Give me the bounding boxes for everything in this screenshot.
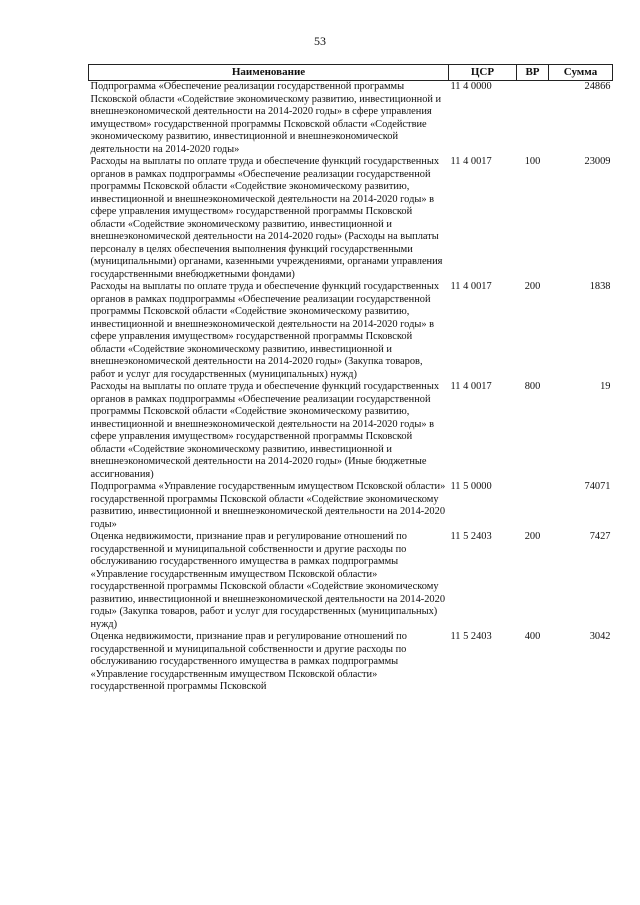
row-csr: 11 5 2403 [450,531,492,542]
budget-table [88,64,613,694]
row-csr: 11 4 0000 [450,81,492,92]
row-sum: 7427 [589,531,611,542]
header-csr: ЦСР [449,65,517,81]
row-vr: 400 [524,631,541,642]
row-name: Расходы на выплаты по оплате труда и обеспечение функций государственных органов в рамках подпрограммы «Обеспечение реализации государственной программы Псковской области «Содействие экономическому развитию, инвестиционной и внешнеэкономической деятельности на 2014-2020 годы» в сфере управления имуществом» государственной программы Псковской области «Содействие экономическому развитию, инвестиционной и внешнеэкономической деятельности на 2014-2020 годы» (Иные бюджетные ассигнования) [90,381,440,480]
row-csr: 11 4 0017 [450,281,492,292]
table-row [89,631,613,694]
row-vr [517,81,549,157]
row-csr: 11 4 0017 [450,156,492,167]
row-name: Расходы на выплаты по оплате труда и обеспечение функций государственных органов в рамках подпрограммы «Обеспечение реализации государственной программы Псковской области «Содействие экономическому развитию, инвестиционной и внешнеэкономической деятельности на 2014-2020 годы» в сфере управления имуществом» государственной программы Псковской области «Содействие экономическому развитию, инвестиционной и внешнеэкономической деятельности на 2014-2020 годы» (Закупка товаров, работ и услуг для государственных (муниципальных) нужд) [90,281,440,380]
row-sum: 24866 [584,81,611,92]
table-row [89,81,613,157]
table-row [89,281,613,381]
table-row [89,381,613,481]
page-number: 53 [314,34,326,48]
row-name: Подпрограмма «Обеспечение реализации государственной программы Псковской области «Содействие экономическому развитию, инвестиционной и внешнеэкономической деятельности на 2014-2020 годы» в сфере управления имуществом» государственной программы Псковской области «Содействие экономическому развитию, инвестиционной и внешнеэкономической деятельности на 2014-2020 годы» [90,81,442,155]
row-vr [517,481,549,531]
row-sum: 19 [600,381,611,392]
row-name: Подпрограмма «Управление государственным имуществом Псковской области» государственной программы Псковской области «Содействие экономическому развитию, инвестиционной и внешнеэкономической деятельности на 2014-2020 годы» [90,481,446,530]
table-header-row [89,65,613,81]
row-vr: 200 [524,281,541,292]
header-name: Наименование [89,65,449,81]
row-name: Расходы на выплаты по оплате труда и обеспечение функций государственных органов в рамках подпрограммы «Обеспечение реализации государственной программы Псковской области «Содействие экономическому развитию, инвестиционной и внешнеэкономической деятельности на 2014-2020 годы» в сфере управления имуществом» государственной программы Псковской области «Содействие экономическому развитию, инвестиционной и внешнеэкономической деятельности на 2014-2020 годы» (Расходы на выплаты персоналу в целях обеспечения выполнения функций государственными (муниципальными) органами, казенными учреждениями, органами управления государственными внебюджетными фондами) [90,156,443,280]
row-name: Оценка недвижимости, признание прав и регулирование отношений по государственной и муниципальной собственности и другие расходы по обслуживанию государственного имущества в рамках подпрограммы «Управление государственным имуществом Псковской области» государственной программы Псковской [90,631,407,692]
row-sum: 74071 [584,481,611,492]
row-vr: 200 [524,531,541,542]
row-vr: 800 [524,381,541,392]
header-sum: Сумма [549,65,613,81]
table-row [89,156,613,281]
table-row [89,531,613,631]
row-vr: 100 [524,156,541,167]
row-csr: 11 4 0017 [450,381,492,392]
row-csr: 11 5 0000 [450,481,492,492]
row-name: Оценка недвижимости, признание прав и регулирование отношений по государственной и муниципальной собственности и другие расходы по обслуживанию государственного имущества в рамках подпрограммы «Управление государственным имуществом Псковской области» государственной программы Псковской области «Содействие экономическому развитию, инвестиционной и внешнеэкономической деятельности на 2014-2020 годы» (Закупка товаров, работ и услуг для государственных (муниципальных) нужд) [90,531,446,630]
row-csr: 11 5 2403 [450,631,492,642]
row-sum: 3042 [589,631,611,642]
row-sum: 23009 [584,156,611,167]
row-sum: 1838 [589,281,611,292]
table-row [89,481,613,531]
header-vr: ВР [517,65,549,81]
